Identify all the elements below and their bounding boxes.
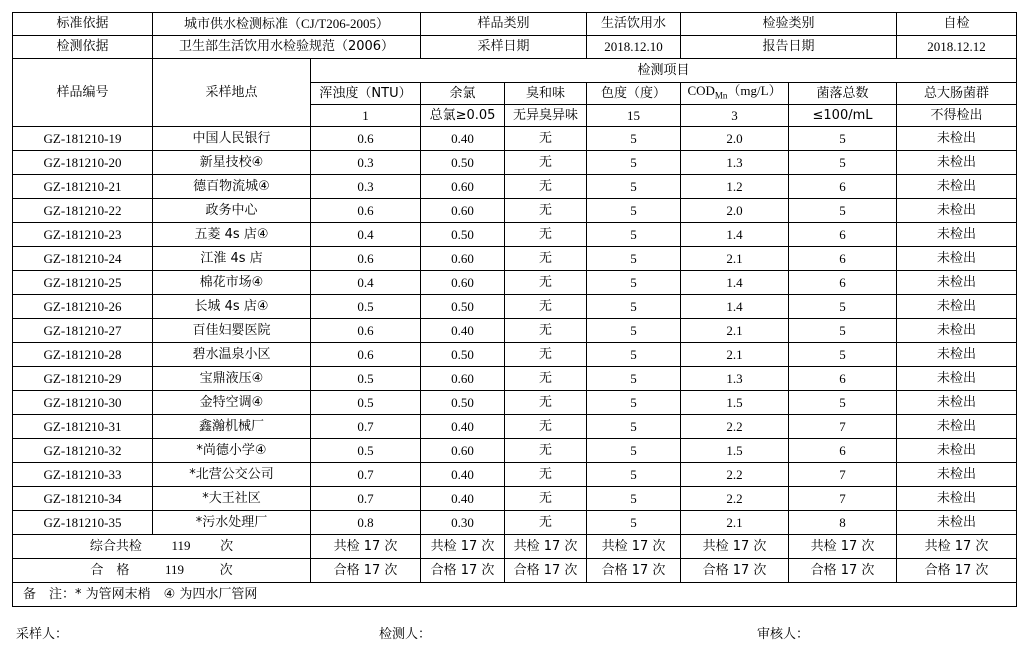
color-cell: 5 xyxy=(587,151,681,175)
coliform-cell: 未检出 xyxy=(897,223,1017,247)
coliform-cell: 未检出 xyxy=(897,247,1017,271)
sample-id-cell: GZ-181210-21 xyxy=(13,175,153,199)
turbidity-cell: 0.6 xyxy=(311,199,421,223)
bacteria-cell: 7 xyxy=(789,415,897,439)
odor-cell: 无 xyxy=(505,175,587,199)
coliform-cell: 未检出 xyxy=(897,391,1017,415)
location-cell: *大王社区 xyxy=(153,487,311,511)
turbidity-cell: 0.5 xyxy=(311,367,421,391)
sample-id-cell: GZ-181210-26 xyxy=(13,295,153,319)
header-row-1 xyxy=(13,13,1017,36)
odor-cell: 无 xyxy=(505,415,587,439)
turbidity-cell: 0.6 xyxy=(311,319,421,343)
table-row xyxy=(13,295,1017,319)
inspection-type-label: 检验类别 xyxy=(681,13,897,36)
location-cell: 江淮 4s 店 xyxy=(153,247,311,271)
location-cell: 金特空调④ xyxy=(153,391,311,415)
cod-cell: 2.2 xyxy=(681,463,789,487)
color-cell: 5 xyxy=(587,247,681,271)
turbidity-cell: 0.6 xyxy=(311,247,421,271)
coliform-cell: 未检出 xyxy=(897,271,1017,295)
coliform-cell: 未检出 xyxy=(897,319,1017,343)
sample-id-cell: GZ-181210-20 xyxy=(13,151,153,175)
summary-total-label: 综合共检 xyxy=(89,539,142,554)
summary-total-row xyxy=(13,535,1017,559)
color-cell: 5 xyxy=(587,223,681,247)
location-cell: 百佳妇婴医院 xyxy=(153,319,311,343)
summary-pass-row xyxy=(13,559,1017,583)
coliform-cell: 未检出 xyxy=(897,439,1017,463)
color-cell: 5 xyxy=(587,511,681,535)
color-cell: 5 xyxy=(587,271,681,295)
chlorine-cell: 0.40 xyxy=(421,127,505,151)
table-row xyxy=(13,151,1017,175)
table-row xyxy=(13,247,1017,271)
chlorine-cell: 0.50 xyxy=(421,151,505,175)
coliform-limit: 不得检出 xyxy=(897,105,1017,127)
chlorine-cell: 0.60 xyxy=(421,247,505,271)
bacteria-cell: 6 xyxy=(789,439,897,463)
odor-cell: 无 xyxy=(505,367,587,391)
sampler-signature: 采样人： xyxy=(16,627,69,642)
sample-id-cell: GZ-181210-31 xyxy=(13,415,153,439)
table-row xyxy=(13,487,1017,511)
color-cell: 5 xyxy=(587,439,681,463)
report-date-value: 2018.12.12 xyxy=(897,36,1017,59)
sample-id-cell: GZ-181210-35 xyxy=(13,511,153,535)
coliform-header: 总大肠菌群 xyxy=(897,83,1017,105)
table-row xyxy=(13,223,1017,247)
odor-cell: 无 xyxy=(505,463,587,487)
cod-cell: 2.2 xyxy=(681,487,789,511)
color-limit: 15 xyxy=(587,105,681,127)
turbidity-cell: 0.7 xyxy=(311,487,421,511)
location-cell: 五菱 4s 店④ xyxy=(153,223,311,247)
coliform-cell: 未检出 xyxy=(897,343,1017,367)
cod-cell: 1.4 xyxy=(681,295,789,319)
summary-pass-unit: 次 xyxy=(219,563,233,578)
odor-cell: 无 xyxy=(505,439,587,463)
inspection-type-value: 自检 xyxy=(897,13,1017,36)
bacteria-cell: 5 xyxy=(789,343,897,367)
chlorine-cell: 0.40 xyxy=(421,319,505,343)
coliform-cell: 未检出 xyxy=(897,367,1017,391)
summary-total-cell xyxy=(13,535,311,559)
chlorine-cell: 0.50 xyxy=(421,223,505,247)
cod-limit: 3 xyxy=(681,105,789,127)
bacteria-cell: 5 xyxy=(789,151,897,175)
color-cell: 5 xyxy=(587,367,681,391)
cod-header xyxy=(681,83,789,105)
turbidity-cell: 0.7 xyxy=(311,463,421,487)
odor-cell: 无 xyxy=(505,319,587,343)
pass-odor: 合格 17 次 xyxy=(505,559,587,583)
total-cod: 共检 17 次 xyxy=(681,535,789,559)
color-cell: 5 xyxy=(587,295,681,319)
odor-cell: 无 xyxy=(505,247,587,271)
sample-id-cell: GZ-181210-32 xyxy=(13,439,153,463)
summary-total-count: 119 xyxy=(171,538,191,553)
table-row xyxy=(13,367,1017,391)
chlorine-cell: 0.40 xyxy=(421,415,505,439)
color-cell: 5 xyxy=(587,343,681,367)
sample-id-cell: GZ-181210-25 xyxy=(13,271,153,295)
sample-id-cell: GZ-181210-29 xyxy=(13,367,153,391)
table-row xyxy=(13,511,1017,535)
pass-chlorine: 合格 17 次 xyxy=(421,559,505,583)
tester-signature: 检测人： xyxy=(379,627,432,642)
bacteria-cell: 7 xyxy=(789,463,897,487)
turbidity-cell: 0.6 xyxy=(311,343,421,367)
bacteria-cell: 6 xyxy=(789,271,897,295)
location-cell: *北营公交公司 xyxy=(153,463,311,487)
table-row xyxy=(13,271,1017,295)
coliform-cell: 未检出 xyxy=(897,295,1017,319)
report-date-label: 报告日期 xyxy=(681,36,897,59)
turbidity-cell: 0.4 xyxy=(311,271,421,295)
odor-cell: 无 xyxy=(505,511,587,535)
location-cell: 鑫瀚机械厂 xyxy=(153,415,311,439)
bacteria-cell: 5 xyxy=(789,199,897,223)
summary-pass-label: 合 格 xyxy=(90,563,130,578)
turbidity-cell: 0.8 xyxy=(311,511,421,535)
sample-id-cell: GZ-181210-27 xyxy=(13,319,153,343)
turbidity-cell: 0.5 xyxy=(311,391,421,415)
table-row xyxy=(13,415,1017,439)
cod-cell: 1.4 xyxy=(681,223,789,247)
chlorine-cell: 0.50 xyxy=(421,391,505,415)
bacteria-limit: ≤100/mL xyxy=(789,105,897,127)
chlorine-cell: 0.40 xyxy=(421,487,505,511)
odor-cell: 无 xyxy=(505,127,587,151)
cod-cell: 2.1 xyxy=(681,247,789,271)
location-cell: 宝鼎液压④ xyxy=(153,367,311,391)
basis-label: 检测依据 xyxy=(13,36,153,59)
cod-cell: 1.5 xyxy=(681,439,789,463)
odor-cell: 无 xyxy=(505,223,587,247)
note-cell: 备 注：* 为管网末梢 ④ 为四水厂管网 xyxy=(13,583,1017,607)
sample-id-cell: GZ-181210-24 xyxy=(13,247,153,271)
turbidity-cell: 0.5 xyxy=(311,439,421,463)
pass-turbidity: 合格 17 次 xyxy=(311,559,421,583)
table-row xyxy=(13,439,1017,463)
coliform-cell: 未检出 xyxy=(897,511,1017,535)
cod-prefix: COD xyxy=(687,83,715,99)
header-row-2 xyxy=(13,36,1017,59)
coliform-cell: 未检出 xyxy=(897,151,1017,175)
odor-cell: 无 xyxy=(505,391,587,415)
color-cell: 5 xyxy=(587,127,681,151)
table-row xyxy=(13,463,1017,487)
chlorine-cell: 0.60 xyxy=(421,271,505,295)
bacteria-cell: 5 xyxy=(789,127,897,151)
cod-cell: 1.3 xyxy=(681,151,789,175)
standard-label: 标准依据 xyxy=(13,13,153,36)
total-color: 共检 17 次 xyxy=(587,535,681,559)
odor-header: 臭和味 xyxy=(505,83,587,105)
color-header: 色度（度） xyxy=(587,83,681,105)
cod-cell: 2.0 xyxy=(681,199,789,223)
cod-cell: 1.3 xyxy=(681,367,789,391)
sample-id-cell: GZ-181210-33 xyxy=(13,463,153,487)
turbidity-cell: 0.5 xyxy=(311,295,421,319)
summary-pass-cell xyxy=(13,559,311,583)
sample-id-cell: GZ-181210-23 xyxy=(13,223,153,247)
sample-id-cell: GZ-181210-28 xyxy=(13,343,153,367)
summary-pass-count: 119 xyxy=(164,562,185,577)
odor-cell: 无 xyxy=(505,487,587,511)
cod-sub: Mn xyxy=(714,90,728,101)
odor-limit: 无异臭异味 xyxy=(505,105,587,127)
location-cell: *污水处理厂 xyxy=(153,511,311,535)
pass-color: 合格 17 次 xyxy=(587,559,681,583)
bacteria-cell: 6 xyxy=(789,247,897,271)
cod-cell: 2.2 xyxy=(681,415,789,439)
coliform-cell: 未检出 xyxy=(897,487,1017,511)
bacteria-cell: 6 xyxy=(789,175,897,199)
bacteria-cell: 5 xyxy=(789,391,897,415)
cod-cell: 2.1 xyxy=(681,319,789,343)
table-row xyxy=(13,319,1017,343)
sample-id-header: 样品编号 xyxy=(13,59,153,127)
cod-cell: 2.0 xyxy=(681,127,789,151)
table-row xyxy=(13,175,1017,199)
color-cell: 5 xyxy=(587,319,681,343)
reviewer-signature: 审核人： xyxy=(757,627,810,642)
pass-coliform: 合格 17 次 xyxy=(897,559,1017,583)
bacteria-cell: 5 xyxy=(789,319,897,343)
chlorine-cell: 0.30 xyxy=(421,511,505,535)
coliform-cell: 未检出 xyxy=(897,199,1017,223)
location-cell: *尚德小学④ xyxy=(153,439,311,463)
bacteria-cell: 6 xyxy=(789,223,897,247)
table-row xyxy=(13,391,1017,415)
color-cell: 5 xyxy=(587,487,681,511)
basis-value: 卫生部生活饮用水检验规范（2006） xyxy=(153,36,421,59)
turbidity-cell: 0.3 xyxy=(311,175,421,199)
sample-id-cell: GZ-181210-19 xyxy=(13,127,153,151)
items-title-header: 检测项目 xyxy=(311,59,1017,83)
chlorine-cell: 0.50 xyxy=(421,343,505,367)
chlorine-cell: 0.60 xyxy=(421,439,505,463)
sampling-date-value: 2018.12.10 xyxy=(587,36,681,59)
total-bacteria: 共检 17 次 xyxy=(789,535,897,559)
color-cell: 5 xyxy=(587,415,681,439)
bacteria-cell: 6 xyxy=(789,367,897,391)
chlorine-cell: 0.60 xyxy=(421,175,505,199)
table-row xyxy=(13,127,1017,151)
bacteria-header: 菌落总数 xyxy=(789,83,897,105)
location-cell: 棉花市场④ xyxy=(153,271,311,295)
coliform-cell: 未检出 xyxy=(897,175,1017,199)
note-row xyxy=(13,583,1017,607)
turbidity-header: 浑浊度（NTU） xyxy=(311,83,421,105)
location-cell: 新星技校④ xyxy=(153,151,311,175)
coliform-cell: 未检出 xyxy=(897,415,1017,439)
odor-cell: 无 xyxy=(505,199,587,223)
chlorine-cell: 0.60 xyxy=(421,199,505,223)
chlorine-cell: 0.50 xyxy=(421,295,505,319)
pass-cod: 合格 17 次 xyxy=(681,559,789,583)
sampling-date-label: 采样日期 xyxy=(421,36,587,59)
sample-type-value: 生活饮用水 xyxy=(587,13,681,36)
chlorine-header: 余氯 xyxy=(421,83,505,105)
turbidity-cell: 0.6 xyxy=(311,127,421,151)
cod-suffix: （mg/L） xyxy=(727,83,782,99)
column-header-row-1 xyxy=(13,59,1017,83)
cod-cell: 2.1 xyxy=(681,343,789,367)
color-cell: 5 xyxy=(587,463,681,487)
location-cell: 中国人民银行 xyxy=(153,127,311,151)
summary-total-unit: 次 xyxy=(220,539,234,554)
sample-id-cell: GZ-181210-34 xyxy=(13,487,153,511)
odor-cell: 无 xyxy=(505,271,587,295)
total-odor: 共检 17 次 xyxy=(505,535,587,559)
water-quality-report-table xyxy=(12,12,1017,607)
sample-type-label: 样品类别 xyxy=(421,13,587,36)
odor-cell: 无 xyxy=(505,151,587,175)
table-row xyxy=(13,343,1017,367)
odor-cell: 无 xyxy=(505,295,587,319)
turbidity-cell: 0.4 xyxy=(311,223,421,247)
location-cell: 长城 4s 店④ xyxy=(153,295,311,319)
bacteria-cell: 5 xyxy=(789,295,897,319)
location-cell: 德百物流城④ xyxy=(153,175,311,199)
cod-cell: 1.4 xyxy=(681,271,789,295)
color-cell: 5 xyxy=(587,391,681,415)
chlorine-limit: 总氯≥0.05 xyxy=(421,105,505,127)
total-chlorine: 共检 17 次 xyxy=(421,535,505,559)
turbidity-cell: 0.7 xyxy=(311,415,421,439)
odor-cell: 无 xyxy=(505,343,587,367)
pass-bacteria: 合格 17 次 xyxy=(789,559,897,583)
standard-value: 城市供水检测标准（CJ/T206-2005） xyxy=(153,13,421,36)
cod-cell: 1.5 xyxy=(681,391,789,415)
color-cell: 5 xyxy=(587,175,681,199)
cod-cell: 1.2 xyxy=(681,175,789,199)
total-turbidity: 共检 17 次 xyxy=(311,535,421,559)
chlorine-cell: 0.40 xyxy=(421,463,505,487)
total-coliform: 共检 17 次 xyxy=(897,535,1017,559)
bacteria-cell: 8 xyxy=(789,511,897,535)
cod-cell: 2.1 xyxy=(681,511,789,535)
turbidity-limit: 1 xyxy=(311,105,421,127)
sample-id-cell: GZ-181210-30 xyxy=(13,391,153,415)
chlorine-cell: 0.60 xyxy=(421,367,505,391)
location-cell: 政务中心 xyxy=(153,199,311,223)
table-row xyxy=(13,199,1017,223)
turbidity-cell: 0.3 xyxy=(311,151,421,175)
coliform-cell: 未检出 xyxy=(897,127,1017,151)
color-cell: 5 xyxy=(587,199,681,223)
coliform-cell: 未检出 xyxy=(897,463,1017,487)
bacteria-cell: 7 xyxy=(789,487,897,511)
sample-id-cell: GZ-181210-22 xyxy=(13,199,153,223)
location-cell: 碧水温泉小区 xyxy=(153,343,311,367)
location-header: 采样地点 xyxy=(153,59,311,127)
